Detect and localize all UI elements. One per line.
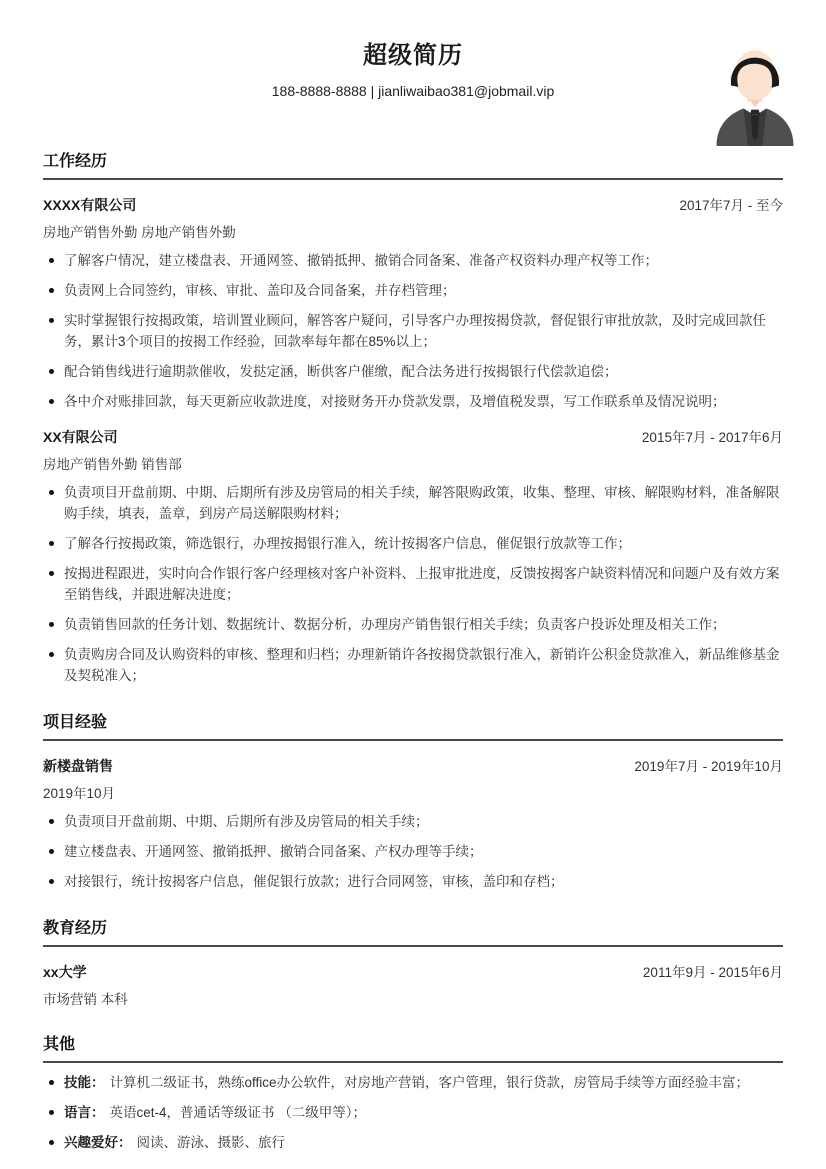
bullet-item: 负责项目开盘前期、中期、后期所有涉及房管局的相关手续，解答限购政策，收集、整理、审核、解限购材料，准备解限购手续，填表，盖章，到房产局送解限购材料； bbox=[43, 482, 783, 524]
male-avatar-icon bbox=[702, 42, 808, 146]
entry-head bbox=[43, 426, 783, 447]
entry-date: 2019年7月 - 2019年10月 bbox=[634, 759, 783, 774]
other-item-text: 英语cet-4，普通话等级证书 （二级甲等）； bbox=[109, 1105, 367, 1120]
company-name: XX有限公司 bbox=[43, 429, 118, 445]
avatar bbox=[702, 42, 808, 146]
other-item-text: 阅读、游泳、摄影、旅行 bbox=[136, 1135, 285, 1150]
entry-date: 2017年7月 - 至今 bbox=[679, 198, 783, 213]
bullet-item: 负责销售回款的任务计划、数据统计、数据分析，办理房产销售银行相关手续；负责客户投诉处理及相关工作； bbox=[43, 614, 783, 635]
company-name: XXXX有限公司 bbox=[43, 197, 137, 213]
section-project bbox=[43, 713, 783, 892]
resume-header bbox=[43, 42, 783, 100]
bullet-item: 按揭进程跟进，实时向合作银行客户经理核对客户补资料、上报审批进度，反馈按揭客户缺资料情况和问题户及有效方案至销售线，并跟进解决进度； bbox=[43, 563, 783, 605]
major-degree: 市场营销 本科 bbox=[43, 992, 128, 1007]
resume-title: 超级简历 bbox=[363, 42, 463, 69]
section-education bbox=[43, 919, 783, 1008]
bullet-list bbox=[43, 811, 783, 892]
other-item-text: 计算机二级证书，熟练office办公软件，对房地产营销，客户管理，银行贷款，房管局手续等方面经验丰富； bbox=[109, 1075, 750, 1090]
project-name: 新楼盘销售 bbox=[43, 758, 113, 774]
job-title: 房地产销售外勤 房地产销售外勤 bbox=[43, 225, 236, 240]
bullet-item: 各中介对账排回款，每天更新应收款进度，对接财务开办贷款发票，及增值税发票，写工作联系单及情况说明； bbox=[43, 391, 783, 412]
bullet-item: 负责购房合同及认购资料的审核、整理和归档；办理新销许各按揭贷款银行准入，新销许公积金贷款准入，新品维修基金及契税准入； bbox=[43, 644, 783, 686]
section-title-other: 其他 bbox=[43, 1035, 783, 1063]
other-item-language bbox=[43, 1102, 783, 1123]
entry-head bbox=[43, 961, 783, 982]
entry-head bbox=[43, 194, 783, 215]
bullet-item: 负责网上合同签约，审核、审批、盖印及合同备案，并存档管理； bbox=[43, 280, 783, 301]
other-item-label: 语言： bbox=[64, 1105, 105, 1120]
bullet-item: 实时掌握银行按揭政策，培训置业顾问，解答客户疑问，引导客户办理按揭贷款，督促银行审批放款，及时完成回款任务，累计3个项目的按揭工作经验，回款率每年都在85%以上； bbox=[43, 310, 783, 352]
section-title-work: 工作经历 bbox=[43, 152, 783, 180]
bullet-item: 了解各行按揭政策，筛选银行，办理按揭银行准入，统计按揭客户信息，催促银行放款等工作； bbox=[43, 533, 783, 554]
job-title: 房地产销售外勤 销售部 bbox=[43, 457, 182, 472]
bullet-item: 建立楼盘表、开通网签、撤销抵押、撤销合同备案、产权办理等手续； bbox=[43, 841, 783, 862]
project-subtitle: 2019年10月 bbox=[43, 786, 116, 801]
bullet-list bbox=[43, 250, 783, 412]
other-item-label: 兴趣爱好： bbox=[64, 1135, 132, 1150]
entry-date: 2011年9月 - 2015年6月 bbox=[642, 965, 783, 980]
bullet-item: 对接银行，统计按揭客户信息，催促银行放款；进行合同网签，审核，盖印和存档； bbox=[43, 871, 783, 892]
work-entry-1 bbox=[43, 194, 783, 412]
education-entry-1 bbox=[43, 961, 783, 1008]
project-entry-1 bbox=[43, 755, 783, 892]
section-other bbox=[43, 1035, 783, 1153]
other-item-skills bbox=[43, 1072, 783, 1093]
school-name: xx大学 bbox=[43, 964, 87, 980]
bullet-item: 负责项目开盘前期、中期、后期所有涉及房管局的相关手续； bbox=[43, 811, 783, 832]
work-entry-2 bbox=[43, 426, 783, 686]
section-work bbox=[43, 152, 783, 686]
other-list bbox=[43, 1072, 783, 1153]
bullet-list bbox=[43, 482, 783, 686]
contact-line: 188-8888-8888 | jianliwaibao381@jobmail.vip bbox=[271, 83, 555, 99]
other-item-label: 技能： bbox=[64, 1075, 105, 1090]
other-item-hobbies bbox=[43, 1132, 783, 1153]
section-title-project: 项目经验 bbox=[43, 713, 783, 741]
section-title-education: 教育经历 bbox=[43, 919, 783, 947]
bullet-item: 配合销售线进行逾期款催收，发挞定涵，断供客户催缴，配合法务进行按揭银行代偿款追偿； bbox=[43, 361, 783, 382]
entry-date: 2015年7月 - 2017年6月 bbox=[641, 430, 783, 445]
bullet-item: 了解客户情况，建立楼盘表、开通网签、撤销抵押、撤销合同备案、准备产权资料办理产权等工作； bbox=[43, 250, 783, 271]
entry-head bbox=[43, 755, 783, 776]
